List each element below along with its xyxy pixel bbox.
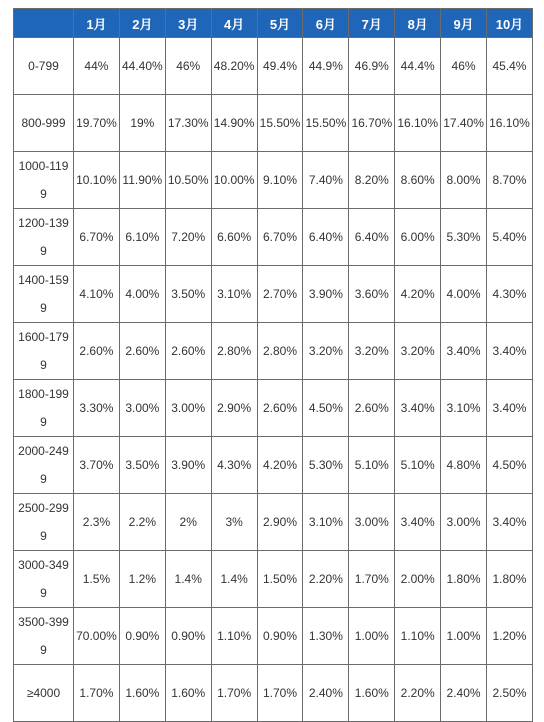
table-cell: 3.60% — [349, 266, 395, 323]
table-cell: 9.10% — [257, 152, 303, 209]
table-cell: 2.40% — [441, 665, 487, 722]
table-cell: 1.80% — [487, 551, 533, 608]
table-cell: 3.20% — [349, 323, 395, 380]
table-row — [14, 608, 533, 665]
table-row — [14, 494, 533, 551]
table-cell: 8.00% — [441, 152, 487, 209]
table-cell: 2.60% — [74, 323, 120, 380]
table-cell: 10.00% — [211, 152, 257, 209]
table-cell: 2.80% — [211, 323, 257, 380]
row-label-price-range: 0-799 — [14, 38, 74, 95]
table-cell: 3.10% — [303, 494, 349, 551]
table-cell: 0.90% — [119, 608, 165, 665]
table-cell: 44.9% — [303, 38, 349, 95]
table-row — [14, 437, 533, 494]
table-row — [14, 551, 533, 608]
table-row — [14, 380, 533, 437]
table-cell: 2.20% — [303, 551, 349, 608]
table-cell: 1.70% — [349, 551, 395, 608]
row-label-price-range: 1000-1199 — [14, 152, 74, 209]
table-cell: 1.60% — [349, 665, 395, 722]
table-cell: 8.20% — [349, 152, 395, 209]
header-month-9: 9月 — [441, 9, 487, 38]
table-cell: 15.50% — [257, 95, 303, 152]
table-cell: 3.00% — [441, 494, 487, 551]
header-month-8: 8月 — [395, 9, 441, 38]
table-cell: 2.90% — [211, 380, 257, 437]
table-cell: 70.00% — [74, 608, 120, 665]
row-label-price-range: 1800-1999 — [14, 380, 74, 437]
table-cell: 1.70% — [257, 665, 303, 722]
header-month-6: 6月 — [303, 9, 349, 38]
header-month-4: 4月 — [211, 9, 257, 38]
table-cell: 17.40% — [441, 95, 487, 152]
price-share-table-container — [13, 8, 533, 722]
table-cell: 6.70% — [74, 209, 120, 266]
table-cell: 3.20% — [303, 323, 349, 380]
table-cell: 6.40% — [349, 209, 395, 266]
table-cell: 5.30% — [441, 209, 487, 266]
table-cell: 4.20% — [395, 266, 441, 323]
header-month-1: 1月 — [74, 9, 120, 38]
table-cell: 3.90% — [303, 266, 349, 323]
row-label-price-range: 2500-2999 — [14, 494, 74, 551]
table-cell: 2.40% — [303, 665, 349, 722]
table-cell: 6.60% — [211, 209, 257, 266]
table-row — [14, 95, 533, 152]
row-label-price-range: 1600-1799 — [14, 323, 74, 380]
table-cell: 4.00% — [441, 266, 487, 323]
table-cell: 1.4% — [165, 551, 211, 608]
table-cell: 7.40% — [303, 152, 349, 209]
table-cell: 3.50% — [165, 266, 211, 323]
table-cell: 3.00% — [119, 380, 165, 437]
table-cell: 8.70% — [487, 152, 533, 209]
table-cell: 3.00% — [349, 494, 395, 551]
table-cell: 16.10% — [487, 95, 533, 152]
table-cell: 14.90% — [211, 95, 257, 152]
table-cell: 4.20% — [257, 437, 303, 494]
row-label-price-range: 3000-3499 — [14, 551, 74, 608]
table-cell: 0.90% — [165, 608, 211, 665]
row-label-price-range: ≥4000 — [14, 665, 74, 722]
table-cell: 7.20% — [165, 209, 211, 266]
table-cell: 1.10% — [211, 608, 257, 665]
table-row — [14, 152, 533, 209]
table-cell: 1.10% — [395, 608, 441, 665]
table-cell: 17.30% — [165, 95, 211, 152]
table-cell: 2.70% — [257, 266, 303, 323]
table-cell: 10.10% — [74, 152, 120, 209]
table-cell: 6.10% — [119, 209, 165, 266]
table-cell: 5.10% — [395, 437, 441, 494]
table-cell: 1.30% — [303, 608, 349, 665]
table-cell: 10.50% — [165, 152, 211, 209]
table-cell: 4.30% — [211, 437, 257, 494]
table-cell: 44.40% — [119, 38, 165, 95]
table-cell: 3.00% — [165, 380, 211, 437]
table-cell: 15.50% — [303, 95, 349, 152]
table-cell: 3.10% — [441, 380, 487, 437]
table-cell: 45.4% — [487, 38, 533, 95]
table-cell: 16.10% — [395, 95, 441, 152]
table-cell: 1.00% — [441, 608, 487, 665]
table-cell: 3.10% — [211, 266, 257, 323]
table-cell: 19.70% — [74, 95, 120, 152]
table-cell: 44.4% — [395, 38, 441, 95]
table-cell: 3.40% — [441, 323, 487, 380]
table-cell: 4.50% — [487, 437, 533, 494]
table-cell: 3.40% — [487, 380, 533, 437]
table-cell: 3.40% — [395, 380, 441, 437]
table-cell: 2.80% — [257, 323, 303, 380]
table-cell: 44% — [74, 38, 120, 95]
table-row — [14, 323, 533, 380]
row-label-price-range: 3500-3999 — [14, 608, 74, 665]
header-month-2: 2月 — [119, 9, 165, 38]
header-corner-cell — [14, 9, 74, 38]
table-body — [14, 38, 533, 722]
table-cell: 1.2% — [119, 551, 165, 608]
table-cell: 2.2% — [119, 494, 165, 551]
row-label-price-range: 2000-2499 — [14, 437, 74, 494]
table-cell: 2.50% — [487, 665, 533, 722]
table-cell: 4.30% — [487, 266, 533, 323]
table-cell: 46% — [441, 38, 487, 95]
table-cell: 4.00% — [119, 266, 165, 323]
table-cell: 2.60% — [257, 380, 303, 437]
table-cell: 3.70% — [74, 437, 120, 494]
table-cell: 2.60% — [349, 380, 395, 437]
table-cell: 1.20% — [487, 608, 533, 665]
table-cell: 2.60% — [165, 323, 211, 380]
table-cell: 2.00% — [395, 551, 441, 608]
table-cell: 2.90% — [257, 494, 303, 551]
table-cell: 1.00% — [349, 608, 395, 665]
table-cell: 1.80% — [441, 551, 487, 608]
table-row — [14, 665, 533, 722]
row-label-price-range: 1400-1599 — [14, 266, 74, 323]
table-cell: 1.60% — [119, 665, 165, 722]
table-cell: 5.10% — [349, 437, 395, 494]
row-label-price-range: 800-999 — [14, 95, 74, 152]
table-cell: 4.80% — [441, 437, 487, 494]
header-month-5: 5月 — [257, 9, 303, 38]
table-cell: 6.00% — [395, 209, 441, 266]
table-cell: 19% — [119, 95, 165, 152]
table-cell: 3.50% — [119, 437, 165, 494]
table-row — [14, 266, 533, 323]
header-month-3: 3月 — [165, 9, 211, 38]
table-cell: 5.40% — [487, 209, 533, 266]
table-cell: 11.90% — [119, 152, 165, 209]
header-month-10: 10月 — [487, 9, 533, 38]
table-cell: 3.40% — [395, 494, 441, 551]
table-cell: 1.50% — [257, 551, 303, 608]
table-cell: 8.60% — [395, 152, 441, 209]
header-month-7: 7月 — [349, 9, 395, 38]
table-cell: 3.40% — [487, 494, 533, 551]
table-cell: 49.4% — [257, 38, 303, 95]
header-row — [14, 9, 533, 38]
table-cell: 2.60% — [119, 323, 165, 380]
table-cell: 46% — [165, 38, 211, 95]
table-cell: 5.30% — [303, 437, 349, 494]
table-header — [14, 9, 533, 38]
table-cell: 6.40% — [303, 209, 349, 266]
table-cell: 3.20% — [395, 323, 441, 380]
table-cell: 1.60% — [165, 665, 211, 722]
table-cell: 3.40% — [487, 323, 533, 380]
table-cell: 4.50% — [303, 380, 349, 437]
table-cell: 4.10% — [74, 266, 120, 323]
table-cell: 2.3% — [74, 494, 120, 551]
table-cell: 3.30% — [74, 380, 120, 437]
table-cell: 2% — [165, 494, 211, 551]
table-cell: 1.70% — [74, 665, 120, 722]
price-share-table — [13, 8, 533, 722]
table-cell: 3.90% — [165, 437, 211, 494]
table-cell: 46.9% — [349, 38, 395, 95]
table-row — [14, 38, 533, 95]
table-cell: 16.70% — [349, 95, 395, 152]
table-cell: 1.4% — [211, 551, 257, 608]
table-cell: 48.20% — [211, 38, 257, 95]
table-cell: 1.70% — [211, 665, 257, 722]
table-cell: 1.5% — [74, 551, 120, 608]
table-row — [14, 209, 533, 266]
table-cell: 0.90% — [257, 608, 303, 665]
table-cell: 3% — [211, 494, 257, 551]
table-cell: 6.70% — [257, 209, 303, 266]
row-label-price-range: 1200-1399 — [14, 209, 74, 266]
table-cell: 2.20% — [395, 665, 441, 722]
